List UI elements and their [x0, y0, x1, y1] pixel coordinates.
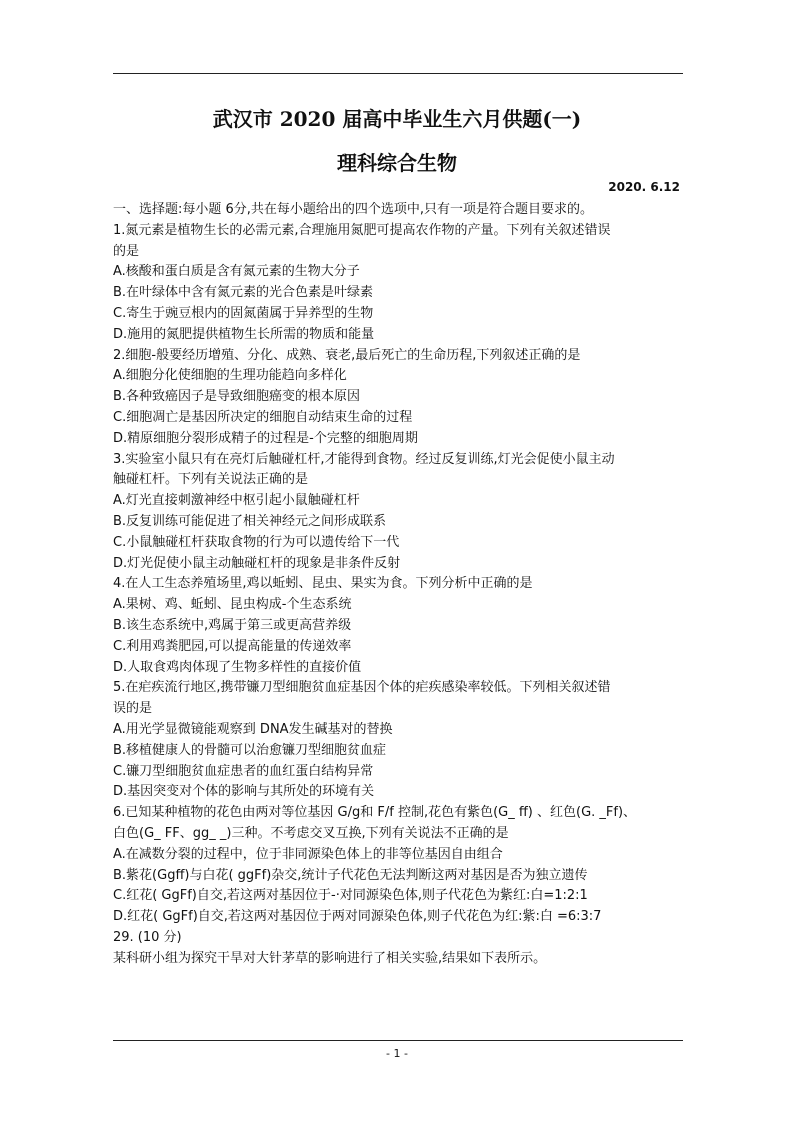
question-2-stem: 2.细胞-般要经历增殖、分化、成熟、衰老,最后死亡的生命历程,下列叙述正确的是: [113, 347, 581, 363]
question-6-option-b: B.紫花(Ggff)与白花( ggFf)杂交,统计子代花色无法判断这两对基因是否为独立遗传: [113, 867, 588, 883]
page-number: - 1 -: [386, 1047, 408, 1060]
section-instruction: 一、选择题:每小题 6分,共在每小题给出的四个选项中,只有一项是符合题目要求的。: [113, 202, 594, 217]
question-5-stem: 5.在疟疾流行地区,携带镰刀型细胞贫血症基因个体的疟疾感染率较低。下列相关叙述错: [113, 680, 611, 696]
question-6-stem: 6.已知某种植物的花色由两对等位基因 G/g和 F/f 控制,花色有紫色(G_ ff) 、红色(G. _Ff)、: [113, 805, 637, 821]
document-date: 2020. 6.12: [608, 180, 680, 194]
question-2-option-d: D.精原细胞分裂形成精子的过程是-个完整的细胞周期: [113, 430, 418, 446]
question-2-option-c: C.细胞凋亡是基因所决定的细胞自动结束生命的过程: [113, 409, 413, 425]
document-title: 武汉市 2020 届高中毕业生六月供题(一): [212, 107, 582, 131]
question-body: [113, 200, 683, 969]
question-6-stem-cont: 白色(G_ FF、gg_ _)三种。不考虑交叉互换,下列有关说法不正确的是: [113, 825, 509, 841]
question-4-option-c: C.利用鸡粪肥园,可以提高能量的传递效率: [113, 638, 352, 654]
question-1-stem-cont: 的是: [113, 243, 140, 259]
question-3-option-b: B.反复训练可能促进了相关神经元之间形成联系: [113, 513, 387, 529]
question-4-option-a: A.果树、鸡、蚯蚓、昆虫构成-个生态系统: [113, 597, 352, 613]
question-2-option-b: B.各种致癌因子是导致细胞癌变的根本原因: [113, 389, 361, 405]
question-1-option-d: D.施用的氮肥提供植物生长所需的物质和能量: [113, 326, 375, 342]
question-1-option-b: B.在叶绿体中含有氮元素的光合色素是叶绿素: [113, 285, 374, 301]
question-5-option-c: C.镰刀型细胞贫血症患者的血红蛋白结构异常: [113, 763, 374, 779]
question-2-option-a: A.细胞分化使细胞的生理功能趋向多样化: [113, 368, 347, 384]
question-3-option-c: C.小鼠触碰杠杆获取食物的行为可以遗传给下一代: [113, 534, 400, 550]
question-4-stem: 4.在人工生态养殖场里,鸡以蚯蚓、昆虫、果实为食。下列分析中正确的是: [113, 576, 533, 592]
footer-rule: [113, 1040, 683, 1041]
question-4-option-d: D.人取食鸡肉体现了生物多样性的直接价值: [113, 659, 362, 675]
question-4-option-b: B.该生态系统中,鸡属于第三或更高营养级: [113, 617, 352, 633]
question-5-option-b: B.移植健康人的骨髓可以治愈镰刀型细胞贫血症: [113, 742, 387, 758]
question-3-option-a: A.灯光直接刺激神经中枢引起小鼠触碰杠杆: [113, 493, 360, 509]
header-rule: [113, 73, 683, 74]
question-5-stem-cont: 误的是: [113, 701, 153, 717]
question-6-option-d: D.红花( GgFf)自交,若这两对基因位于两对同源染色体,则子代花色为红:紫:白 =6:3:7: [113, 909, 602, 925]
question-3-option-d: D.灯光促使小鼠主动触碰杠杆的现象是非条件反射: [113, 555, 401, 571]
question-5-option-a: A.用光学显微镜能观察到 DNA发生碱基对的替换: [113, 721, 393, 737]
question-6-option-a: A.在减数分裂的过程中，位于非同源染色体上的非等位基因自由组合: [113, 846, 503, 862]
question-29-intro: 某科研小组为探究干旱对大针茅草的影响进行了相关实验,结果如下表所示。: [113, 950, 547, 966]
question-1-stem: 1.氮元素是植物生长的必需元素,合理施用氮肥可提高农作物的产量。下列有关叙述错误: [113, 222, 611, 238]
question-3-stem-cont: 触碰杠杆。下列有关说法正确的是: [113, 472, 309, 488]
question-29-heading: 29. (10 分): [113, 929, 182, 945]
question-6-option-c: C.红花( GgFf)自交,若这两对基因位于-·对同源染色体,则子代花色为紫红:白=1:2:1: [113, 888, 588, 904]
question-1-option-a: A.核酸和蛋白质是含有氮元素的生物大分子: [113, 264, 360, 280]
question-5-option-d: D.基因突变对个体的影响与其所处的环境有关: [113, 784, 375, 800]
question-1-option-c: C.寄生于豌豆根内的固氮菌属于异养型的生物: [113, 305, 374, 321]
document-subtitle: 理科综合生物: [337, 151, 457, 175]
question-3-stem: 3.实验室小鼠只有在亮灯后触碰杠杆,才能得到食物。经过反复训练,灯光会促使小鼠主动: [113, 451, 615, 467]
